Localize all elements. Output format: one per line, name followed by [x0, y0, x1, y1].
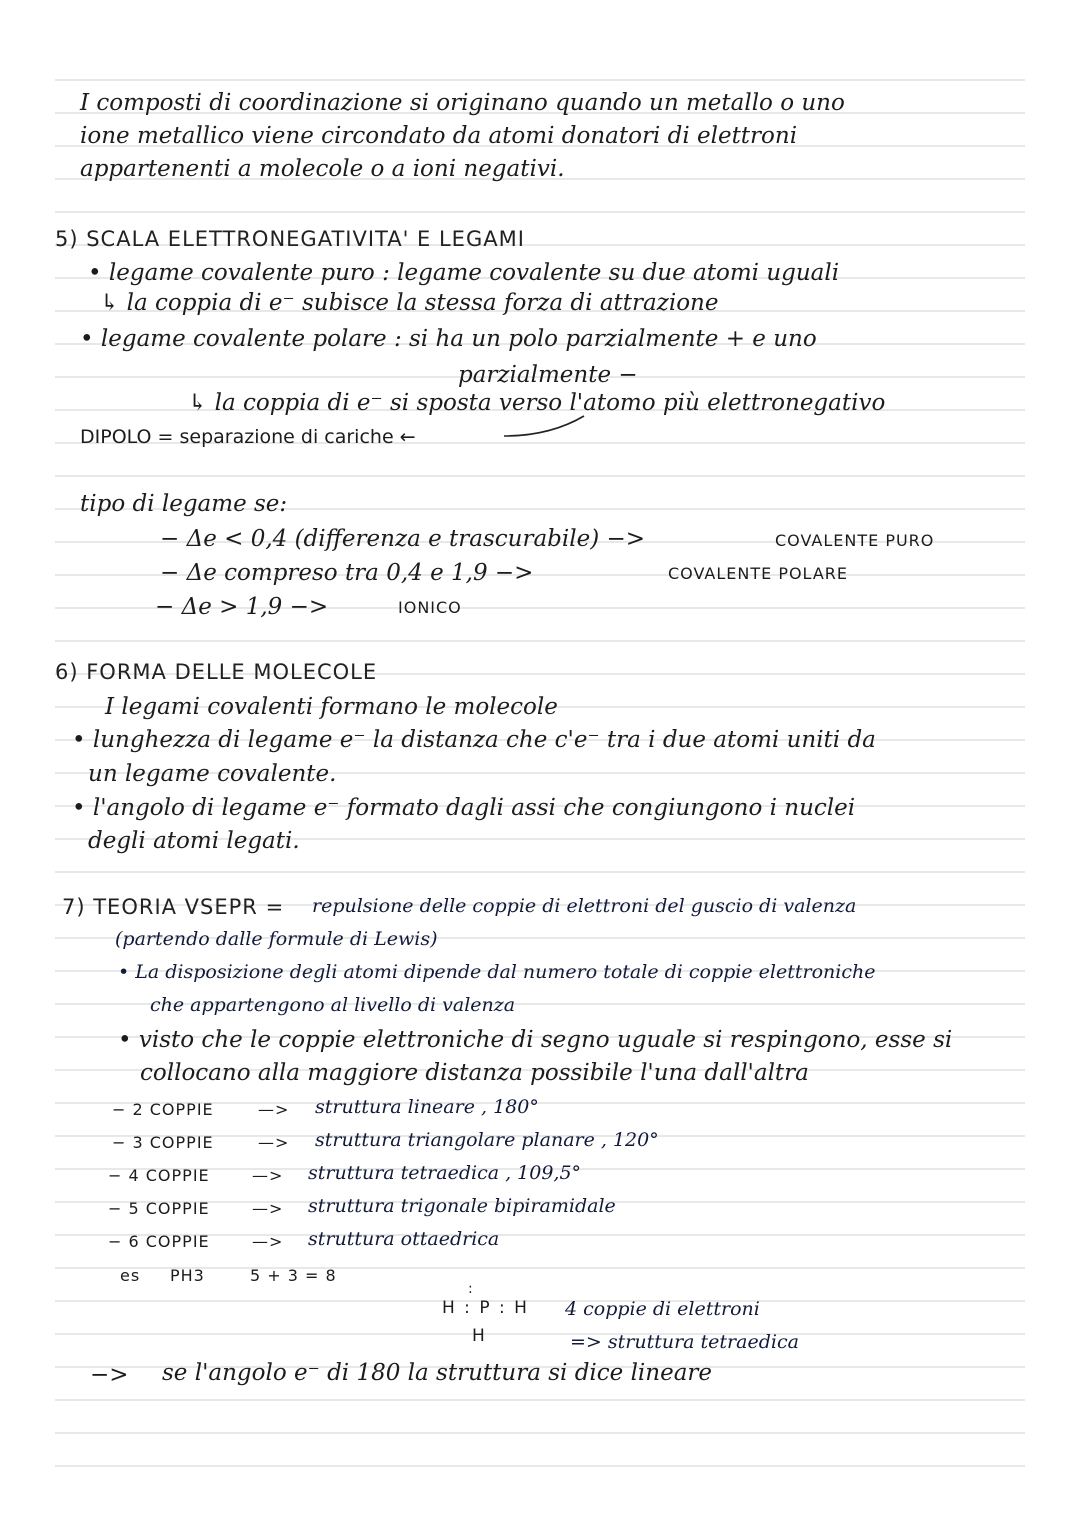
s5-case-1-result: COVALENTE PURO [775, 531, 935, 550]
s5-parzialmente-minus: parzialmente − [458, 362, 638, 388]
geometry-pairs-2: − 2 COPPIE [112, 1100, 214, 1119]
s5-case-2-cond: − Δe compreso tra 0,4 e 1,9 −> [160, 560, 534, 586]
s6-intro: I legami covalenti formano le molecole [105, 694, 558, 720]
geometry-pairs-3: − 3 COPPIE [112, 1133, 214, 1152]
s5-arrow-elettronegativo: ↳ la coppia di e⁻ si sposta verso l'atomo più elettronegativo [188, 390, 886, 416]
example-sum: 5 + 3 = 8 [250, 1266, 337, 1285]
intro-line-3: appartenenti a molecole o a ioni negativi. [80, 156, 565, 182]
geometry-arrow-3: —> [258, 1133, 290, 1152]
s6-bullet-angolo-2: degli atomi legati. [88, 828, 300, 854]
s5-dipolo: DIPOLO = separazione di cariche ← [80, 426, 416, 448]
lewis-structure-row: H : P : H [442, 1298, 529, 1318]
dipolo-curve-arrow [500, 412, 590, 442]
example-result: => struttura tetraedica [570, 1331, 799, 1353]
s6-bullet-lunghezza-1: • lunghezza di legame e⁻ la distanza che c'e⁻ tra i due atomi uniti da [72, 727, 876, 753]
s7-bullet-disposizione-1: • La disposizione degli atomi dipende dal numero totale di coppie elettroniche [118, 961, 876, 983]
geometry-structure-3: struttura triangolare planare , 120° [315, 1129, 659, 1151]
s7-bullet-disposizione-2: che appartengono al livello di valenza [150, 994, 516, 1016]
geometry-pairs-5: − 5 COPPIE [108, 1199, 210, 1218]
intro-line-1: I composti di coordinazione si originano quando un metallo o uno [80, 90, 845, 116]
s7-bullet-respingono-2: collocano alla maggiore distanza possibile l'una dall'altra [140, 1060, 809, 1086]
section-7-title: 7) TEORIA VSEPR = [62, 895, 285, 919]
s5-case-3-cond: − Δe > 1,9 −> [155, 594, 329, 620]
s7-subtitle: (partendo dalle formule di Lewis) [115, 928, 438, 950]
example-es: es [120, 1266, 141, 1285]
s5-bullet-covalente-puro: • legame covalente puro : legame covalente su due atomi uguali [88, 260, 840, 286]
geometry-structure-4: struttura tetraedica , 109,5° [308, 1162, 582, 1184]
example-pairs-note: 4 coppie di elettroni [565, 1298, 760, 1320]
geometry-arrow-6: —> [252, 1232, 284, 1251]
section-5-title: 5) SCALA ELETTRONEGATIVITA' E LEGAMI [55, 227, 525, 251]
final-arrow: −> [90, 1362, 129, 1388]
s5-bullet-covalente-polare: • legame covalente polare : si ha un polo parzialmente + e uno [80, 326, 817, 352]
geometry-arrow-4: —> [252, 1166, 284, 1185]
lewis-lone-pair: : [468, 1281, 475, 1297]
s5-arrow-attrazione: ↳ la coppia di e⁻ subisce la stessa forza di attrazione [100, 290, 719, 316]
example-formula: PH3 [170, 1266, 205, 1285]
intro-line-2: ione metallico viene circondato da atomi donatori di elettroni [80, 123, 798, 149]
s6-bullet-lunghezza-2: un legame covalente. [88, 761, 337, 787]
s5-case-3-result: IONICO [398, 598, 462, 617]
geometry-structure-2: struttura lineare , 180° [315, 1096, 539, 1118]
s5-case-2-result: COVALENTE POLARE [668, 564, 849, 583]
geometry-pairs-4: − 4 COPPIE [108, 1166, 210, 1185]
geometry-structure-5: struttura trigonale bipiramidale [308, 1195, 616, 1217]
s5-tipo-title: tipo di legame se: [80, 491, 288, 517]
final-statement: se l'angolo e⁻ di 180 la struttura si dice lineare [162, 1360, 713, 1386]
geometry-pairs-6: − 6 COPPIE [108, 1232, 210, 1251]
section-6-title: 6) FORMA DELLE MOLECOLE [55, 660, 378, 684]
s7-bullet-respingono-1: • visto che le coppie elettroniche di segno uguale si respingono, esse si [118, 1027, 953, 1053]
s5-case-1-cond: − Δe < 0,4 (differenza e trascurabile) −> [160, 526, 646, 552]
geometry-arrow-5: —> [252, 1199, 284, 1218]
geometry-structure-6: struttura ottaedrica [308, 1228, 500, 1250]
s6-bullet-angolo-1: • l'angolo di legame e⁻ formato dagli assi che congiungono i nuclei [72, 795, 856, 821]
geometry-arrow-2: —> [258, 1100, 290, 1119]
lewis-structure-bottom-h: H [472, 1326, 487, 1346]
s7-title-definition: repulsione delle coppie di elettroni del guscio di valenza [312, 895, 857, 917]
